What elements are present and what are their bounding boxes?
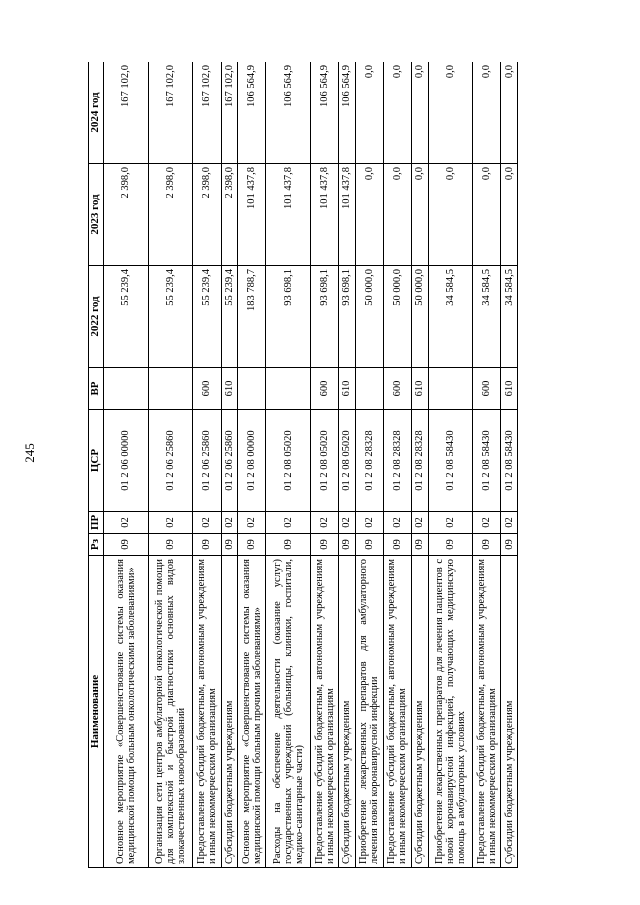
- cell-vr: [266, 368, 311, 410]
- cell-rz: 09: [501, 534, 518, 556]
- cell-pr: 02: [383, 512, 411, 534]
- cell-2024: 0,0: [412, 62, 428, 164]
- cell-2024: 167 102,0: [221, 62, 237, 164]
- cell-2024: 106 564,9: [238, 62, 266, 164]
- table-row: [501, 62, 518, 868]
- cell-2023: 0,0: [355, 164, 383, 266]
- cell-2024: 0,0: [428, 62, 473, 164]
- cell-vr: 600: [383, 368, 411, 410]
- cell-rz: 09: [310, 534, 338, 556]
- cell-pr: 02: [193, 512, 221, 534]
- cell-vr: [428, 368, 473, 410]
- cell-2023: 101 437,8: [238, 164, 266, 266]
- cell-vr: 600: [193, 368, 221, 410]
- cell-2023: 0,0: [428, 164, 473, 266]
- header-pr: ПР: [89, 512, 104, 534]
- cell-name: Организация сети центров амбулаторной онкологической помощи для комплексной и быстрой диагностики основных видов злокачественных новообразований: [148, 556, 193, 868]
- cell-name: Предоставление субсидий бюджетным, автономным учреждениям и иным некоммерческим организациям: [193, 556, 221, 868]
- cell-pr: 02: [355, 512, 383, 534]
- cell-2022: 55 239,4: [193, 266, 221, 368]
- cell-2024: 0,0: [355, 62, 383, 164]
- cell-pr: 02: [266, 512, 311, 534]
- cell-csr: 01 2 08 05020: [310, 410, 338, 512]
- cell-pr: 02: [473, 512, 501, 534]
- cell-pr: 02: [310, 512, 338, 534]
- cell-csr: 01 2 08 05020: [266, 410, 311, 512]
- budget-table: [88, 62, 518, 868]
- cell-vr: 600: [473, 368, 501, 410]
- cell-pr: 02: [339, 512, 355, 534]
- cell-rz: 09: [148, 534, 193, 556]
- cell-name: Основное мероприятие «Совершенствование системы оказания медицинской помощи больным онкологическими заболеваниями»: [104, 556, 149, 868]
- cell-rz: 09: [193, 534, 221, 556]
- cell-2022: 50 000,0: [355, 266, 383, 368]
- cell-2023: 2 398,0: [193, 164, 221, 266]
- cell-name: Основное мероприятие «Совершенствование системы оказания медицинской помощи больным прочими заболеваниями»: [238, 556, 266, 868]
- cell-rz: 09: [238, 534, 266, 556]
- cell-2022: 93 698,1: [310, 266, 338, 368]
- cell-csr: 01 2 06 25860: [148, 410, 193, 512]
- cell-2022: 55 239,4: [148, 266, 193, 368]
- cell-rz: 09: [266, 534, 311, 556]
- cell-2024: 106 564,9: [339, 62, 355, 164]
- cell-vr: [148, 368, 193, 410]
- table-row: [383, 62, 411, 868]
- cell-name: Приобретение лекарственных препаратов для амбулаторного лечения новой коронавирусной инфекции: [355, 556, 383, 868]
- cell-2023: 0,0: [501, 164, 518, 266]
- cell-vr: 610: [501, 368, 518, 410]
- cell-vr: [355, 368, 383, 410]
- cell-csr: 01 2 06 00000: [104, 410, 149, 512]
- header-2022: 2022 год: [89, 266, 104, 368]
- cell-2023: 101 437,8: [339, 164, 355, 266]
- cell-name: Предоставление субсидий бюджетным, автономным учреждениям и иным некоммерческим организациям: [383, 556, 411, 868]
- cell-name: Субсидии бюджетным учреждениям: [221, 556, 237, 868]
- header-name: Наименование: [89, 556, 104, 868]
- table-row: [412, 62, 428, 868]
- cell-2024: 0,0: [383, 62, 411, 164]
- cell-2023: 0,0: [473, 164, 501, 266]
- cell-rz: 09: [473, 534, 501, 556]
- cell-2023: 2 398,0: [148, 164, 193, 266]
- cell-name: Субсидии бюджетным учреждениям: [412, 556, 428, 868]
- cell-2024: 106 564,9: [310, 62, 338, 164]
- cell-csr: 01 2 06 25860: [193, 410, 221, 512]
- cell-rz: 09: [412, 534, 428, 556]
- cell-2024: 0,0: [501, 62, 518, 164]
- cell-2022: 183 788,7: [238, 266, 266, 368]
- cell-2024: 106 564,9: [266, 62, 311, 164]
- table-row: [221, 62, 237, 868]
- cell-vr: 600: [310, 368, 338, 410]
- cell-2022: 34 584,5: [501, 266, 518, 368]
- cell-2022: 50 000,0: [383, 266, 411, 368]
- cell-2022: 34 584,5: [473, 266, 501, 368]
- table-row: [266, 62, 311, 868]
- cell-vr: 610: [412, 368, 428, 410]
- cell-csr: 01 2 08 58430: [473, 410, 501, 512]
- cell-2022: 34 584,5: [428, 266, 473, 368]
- table-stage: [88, 62, 518, 868]
- cell-2023: 0,0: [383, 164, 411, 266]
- table-row: [238, 62, 266, 868]
- cell-pr: 02: [104, 512, 149, 534]
- cell-rz: 09: [383, 534, 411, 556]
- cell-name: Субсидии бюджетным учреждениям: [501, 556, 518, 868]
- cell-name: Приобретение лекарственных препаратов для лечения пациентов с новой коронавирусной инфекцией, получающих медицинскую помощь в амбулаторных условиях: [428, 556, 473, 868]
- cell-pr: 02: [428, 512, 473, 534]
- cell-csr: 01 2 08 28328: [355, 410, 383, 512]
- rotated-table-wrapper: [88, 62, 518, 868]
- cell-vr: 610: [339, 368, 355, 410]
- cell-2024: 0,0: [473, 62, 501, 164]
- cell-csr: 01 2 08 28328: [383, 410, 411, 512]
- cell-csr: 01 2 08 28328: [412, 410, 428, 512]
- table-row: [339, 62, 355, 868]
- cell-2023: 0,0: [412, 164, 428, 266]
- table-body: [104, 62, 518, 868]
- cell-2022: 93 698,1: [339, 266, 355, 368]
- cell-pr: 02: [412, 512, 428, 534]
- table-row: [473, 62, 501, 868]
- cell-rz: 09: [355, 534, 383, 556]
- cell-2023: 2 398,0: [221, 164, 237, 266]
- cell-2023: 2 398,0: [104, 164, 149, 266]
- cell-2022: 50 000,0: [412, 266, 428, 368]
- cell-pr: 02: [501, 512, 518, 534]
- table-row: [148, 62, 193, 868]
- cell-2023: 101 437,8: [266, 164, 311, 266]
- cell-name: Предоставление субсидий бюджетным, автономным учреждениям и иным некоммерческим организациям: [473, 556, 501, 868]
- page-number: 245: [22, 443, 37, 463]
- cell-2023: 101 437,8: [310, 164, 338, 266]
- cell-csr: 01 2 06 25860: [221, 410, 237, 512]
- cell-name: Предоставление субсидий бюджетным, автономным учреждениям и иным некоммерческим организациям: [310, 556, 338, 868]
- table-row: [428, 62, 473, 868]
- header-csr: ЦСР: [89, 410, 104, 512]
- cell-2022: 55 239,4: [221, 266, 237, 368]
- cell-rz: 09: [428, 534, 473, 556]
- cell-csr: 01 2 08 00000: [238, 410, 266, 512]
- cell-pr: 02: [221, 512, 237, 534]
- cell-rz: 09: [104, 534, 149, 556]
- cell-csr: 01 2 08 58430: [501, 410, 518, 512]
- table-row: [355, 62, 383, 868]
- cell-vr: 610: [221, 368, 237, 410]
- cell-2024: 167 102,0: [104, 62, 149, 164]
- cell-2022: 55 239,4: [104, 266, 149, 368]
- cell-pr: 02: [148, 512, 193, 534]
- table-header-row: [89, 62, 104, 868]
- header-vr: ВР: [89, 368, 104, 410]
- cell-vr: [238, 368, 266, 410]
- header-2023: 2023 год: [89, 164, 104, 266]
- cell-vr: [104, 368, 149, 410]
- table-row: [193, 62, 221, 868]
- cell-rz: 09: [339, 534, 355, 556]
- table-row: [310, 62, 338, 868]
- cell-csr: 01 2 08 58430: [428, 410, 473, 512]
- cell-rz: 09: [221, 534, 237, 556]
- header-rz: Рз: [89, 534, 104, 556]
- table-row: [104, 62, 149, 868]
- header-2024: 2024 год: [89, 62, 104, 164]
- cell-csr: 01 2 08 05020: [339, 410, 355, 512]
- cell-2024: 167 102,0: [193, 62, 221, 164]
- cell-pr: 02: [238, 512, 266, 534]
- cell-2024: 167 102,0: [148, 62, 193, 164]
- cell-name: Субсидии бюджетным учреждениям: [339, 556, 355, 868]
- cell-name: Расходы на обеспечение деятельности (оказание услуг) государственных учреждений (больницы, клиники, госпитали, медико-санитарные части): [266, 556, 311, 868]
- cell-2022: 93 698,1: [266, 266, 311, 368]
